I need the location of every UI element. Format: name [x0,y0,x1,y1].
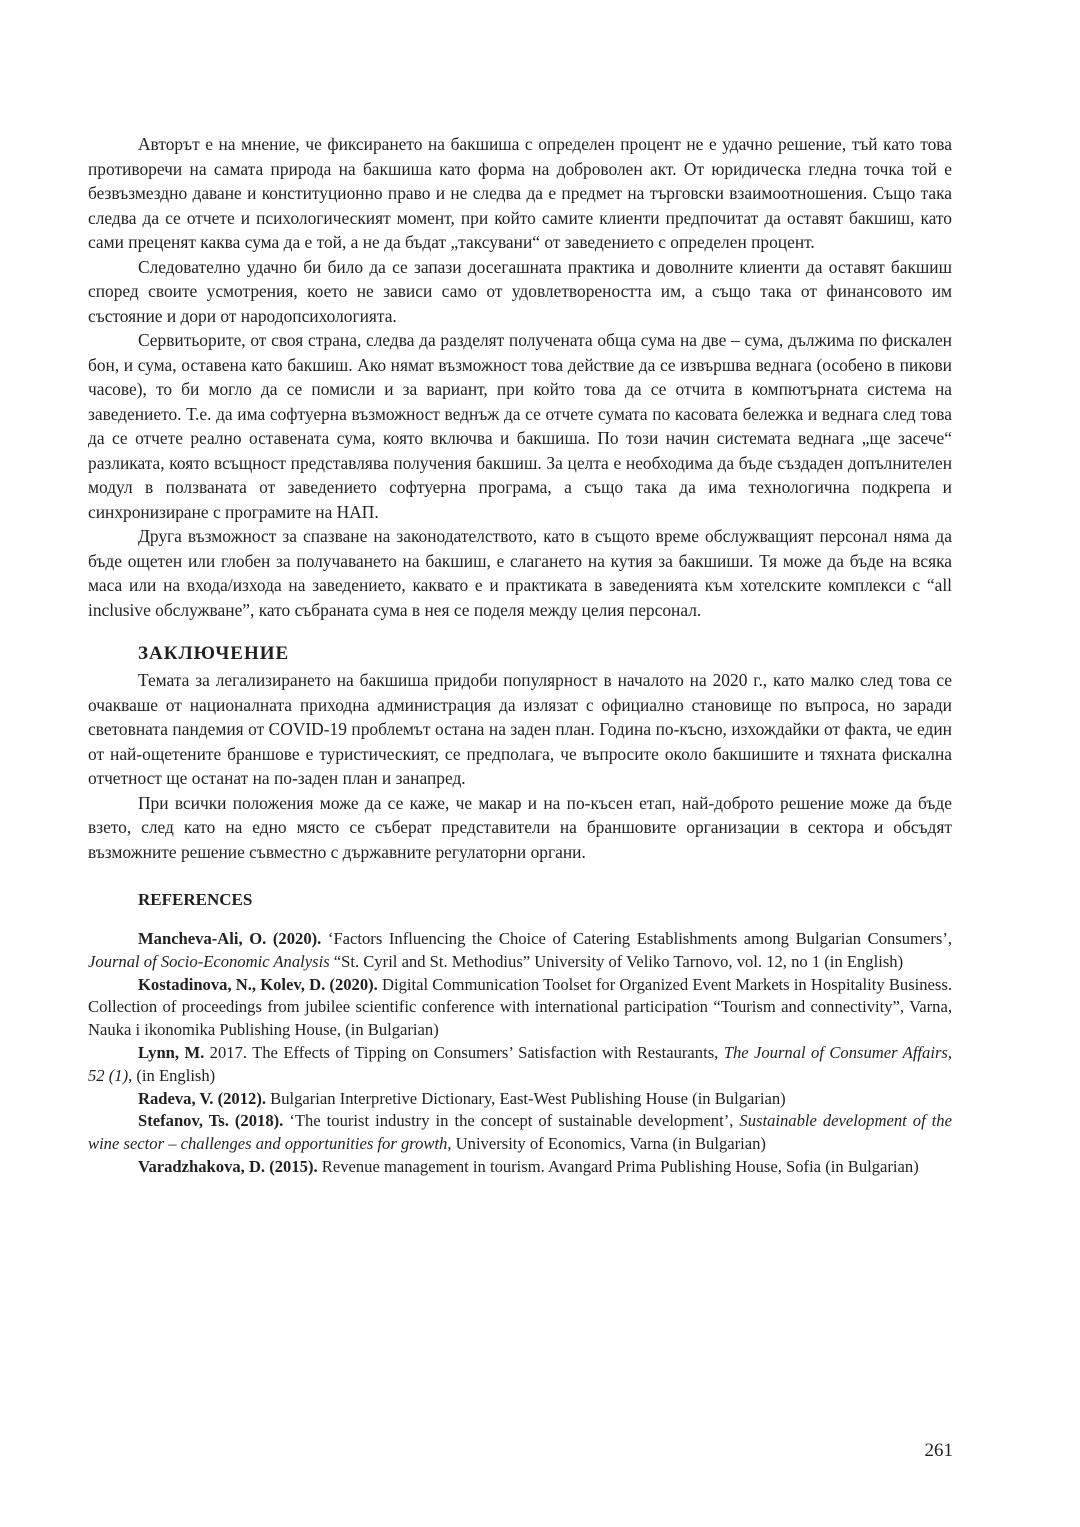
conclusion-paragraph: При всички положения може да се каже, че макар и на по-късен етап, най-доброто решение може да бъде взето, след като на едно място се съберат представители на браншовите организации в сектора и обсъдят възможните решение съвместно с държавните регулаторни органи. [88,792,952,862]
body-paragraph: Авторът е на мнение, че фиксирането на бакшиша с определен процент не е удачно решение, тъй като това противоречи на самата природа на бакшиша като форма на доброволен акт. От юридическа гледна точка той е безвъзмездно даване и конституционно право и не следва да е предмет на търговски взаимоотношения. Също така следва да се отчете и психологическият момент, при който самите клиенти предпочитат да оставят бакшиш, като сами преценят каква сума да е той, а не да бъдат „таксувани“ от заведението с определен процент. [88,134,952,252]
reference-item [88,1088,952,1111]
references-heading: REFERENCES [138,890,253,909]
references-list [88,928,952,1179]
reference-source: Sustainable development of the wine sector – challenges and opportunities for growth, [88,1111,952,1154]
reference-text: 2017. The Effects of Tipping on Consumers’ Satisfaction with Restaurants, [204,1042,724,1062]
body-paragraph: Сервитьорите, от своя страна, следва да разделят получената обща сума на две – сума, дължима по фискален бон, и сума, оставена като бакшиш. Ако нямат възможност това действие да се извършва веднага (особено в пикови часове), то би могло да се помисли и за вариант, при който това да се отчита в компютърната система на заведението. Т.е. да има софтуерна възможност веднъж да се отчете сумата по касовата бележка и веднага след това да се отчете реално оставената сума, която включва и бакшиша. По този начин системата веднага „ще засече“ разликата, която всъщност представлява получения бакшиш. За целта е необходима да бъде създаден допълнителен модул в ползваната от заведението софтуерна програма, а също така да има технологична подкрепа и синхронизиране с програмите на НАП. [88,330,952,522]
reference-author: Radeva, V. (2012). [138,1088,266,1108]
page-content [88,132,952,1179]
page-number: 261 [924,1440,953,1461]
conclusion-paragraph: Темата за легализирането на бакшиша придоби популярност в началото на 2020 г., като малко след това се очакваше от националната приходна администрация да излязат с официално становище по въпроса, но заради световната пандемия от COVID-19 проблемът остана на заден план. Година по-късно, изхождайки от факта, че един от най-ощетените браншове е туристическият, се предполага, че въпросите около бакшишите и тяхната фискална отчетност ще останат на по-заден план и занапред. [88,670,952,788]
reference-author: Stefanov, Ts. (2018). [138,1111,284,1131]
reference-item [88,1156,952,1179]
body-paragraph: Друга възможност за спазване на законодателството, като в същото време обслужващият персонал няма да бъде ощетен или глобен за получаването на бакшиш, е слагането на кутия за бакшиши. Тя може да бъде на всяка маса или на входа/изхода на заведението, каквато е и практиката в заведенията към хотелските комплекси с “all inclusive обслужване”, като събраната сума в нея се поделя между целия персонал. [88,526,952,620]
reference-author: Varadzhakova, D. (2015). [138,1156,318,1176]
body-section [88,132,952,622]
reference-author: Kostadinova, N., Kolev, D. (2020). [138,974,378,994]
reference-text: Bulgarian Interpretive Dictionary, East-West Publishing House (in Bulgarian) [266,1088,786,1108]
reference-source: The Journal of Consumer Affairs, 52 (1), [88,1042,953,1085]
reference-item [88,1042,952,1088]
reference-text-end: “St. Cyril and St. Methodius” University of Veliko Tarnovo, vol. 12, no 1 (in English) [329,951,904,971]
conclusion-heading: ЗАКЛЮЧЕНИЕ [138,643,290,664]
body-paragraph: Следователно удачно би било да се запази досегашната практика и доволните клиенти да оставят бакшиш според своите усмотрения, което не зависи само от удовлетвореността им, а също така от финансовото им състояние и дори от народопсихологията. [88,256,952,326]
reference-text: ‘The tourist industry in the concept of sustainable development’, [283,1111,740,1131]
reference-author: Lynn, M. [138,1042,205,1062]
reference-item [88,974,952,1042]
reference-text: ‘Factors Influencing the Choice of Catering Establishments among Bulgarian Consumers’, [321,929,952,948]
reference-author: Mancheva-Ali, O. (2020). [138,929,322,948]
reference-text-end: (in English) [132,1065,216,1085]
conclusion-section [88,640,952,864]
reference-item [88,1110,952,1156]
reference-source: Journal of Socio-Economic Analysis [88,951,330,971]
reference-text: Digital Communication Toolset for Organized Event Markets in Hospitality Business. Collection of proceedings from jubilee scientific conference with international participation “Tourism and connectivity”, Varna, Nauka i ikonomika Publishing House, (in Bulgarian) [88,974,952,1040]
reference-item [88,928,952,974]
reference-text: Revenue management in tourism. Avangard Prima Publishing House, Sofia (in Bulgarian) [317,1156,919,1176]
reference-text-end: University of Economics, Varna (in Bulgarian) [451,1134,766,1154]
